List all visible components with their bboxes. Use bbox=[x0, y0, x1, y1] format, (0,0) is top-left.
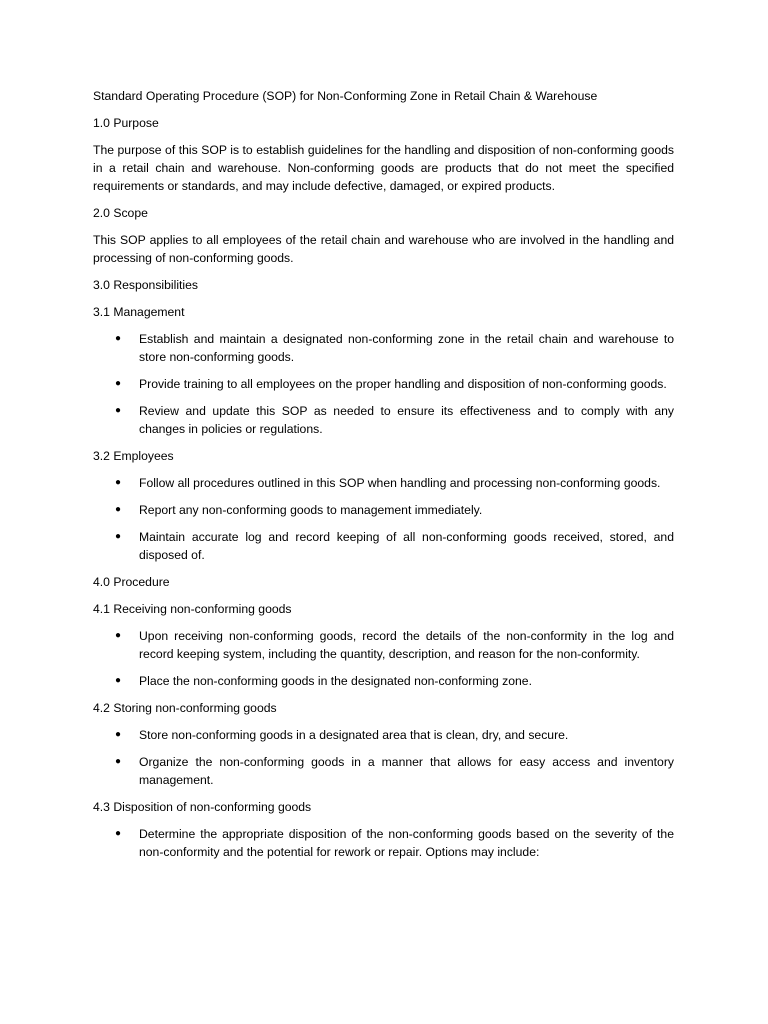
section-heading-purpose: 1.0 Purpose bbox=[93, 116, 159, 130]
bullet-icon: ● bbox=[115, 504, 122, 515]
bullet-icon: ● bbox=[115, 729, 122, 740]
bullet-icon: ● bbox=[115, 630, 122, 641]
disposition-list bbox=[93, 825, 674, 861]
section-heading-procedure: 4.0 Procedure bbox=[93, 575, 170, 589]
bullet-icon: ● bbox=[115, 405, 122, 416]
bullet-icon: ● bbox=[115, 477, 122, 488]
list-item-text: Report any non-conforming goods to management immediately. bbox=[139, 503, 483, 517]
list-item bbox=[93, 753, 674, 789]
document-title: Standard Operating Procedure (SOP) for Non-Conforming Zone in Retail Chain & Warehouse bbox=[93, 89, 598, 103]
list-item-text: Determine the appropriate disposition of the non-conforming goods based on the severity of the non-conformity and the potential for rework or repair. Options may include: bbox=[139, 827, 674, 859]
subsection-heading-receiving: 4.1 Receiving non-conforming goods bbox=[93, 602, 292, 616]
list-item-text: Organize the non-conforming goods in a manner that allows for easy access and inventory management. bbox=[139, 755, 674, 787]
employees-list bbox=[93, 474, 674, 564]
bullet-icon: ● bbox=[115, 333, 122, 344]
list-item-text: Store non-conforming goods in a designated area that is clean, dry, and secure. bbox=[139, 728, 569, 742]
section-heading-responsibilities: 3.0 Responsibilities bbox=[93, 278, 199, 292]
section-heading-scope: 2.0 Scope bbox=[93, 206, 148, 220]
list-item-text: Review and update this SOP as needed to ensure its effectiveness and to comply with any changes in policies or regulations. bbox=[139, 404, 674, 436]
bullet-icon: ● bbox=[115, 828, 122, 839]
bullet-icon: ● bbox=[115, 378, 122, 389]
purpose-paragraph: The purpose of this SOP is to establish guidelines for the handling and disposition of non-conforming goods in a retail chain and warehouse. Non-conforming goods are products that do not meet the specified requirements or standards, and may include defective, damaged, or expired products. bbox=[93, 143, 674, 193]
document-page bbox=[93, 87, 674, 870]
bullet-icon: ● bbox=[115, 531, 122, 542]
subsection-heading-storing: 4.2 Storing non-conforming goods bbox=[93, 701, 277, 715]
storing-list bbox=[93, 726, 674, 789]
list-item bbox=[93, 627, 674, 663]
bullet-icon: ● bbox=[115, 675, 122, 686]
scope-paragraph: This SOP applies to all employees of the retail chain and warehouse who are involved in the handling and processing of non-conforming goods. bbox=[93, 233, 674, 265]
list-item bbox=[93, 672, 674, 690]
list-item-text: Maintain accurate log and record keeping of all non-conforming goods received, stored, and disposed of. bbox=[139, 530, 674, 562]
list-item bbox=[93, 330, 674, 366]
list-item bbox=[93, 528, 674, 564]
subsection-heading-management: 3.1 Management bbox=[93, 305, 185, 319]
list-item bbox=[93, 825, 674, 861]
list-item-text: Place the non-conforming goods in the designated non-conforming zone. bbox=[139, 674, 532, 688]
list-item bbox=[93, 375, 674, 393]
list-item bbox=[93, 501, 674, 519]
subsection-heading-disposition: 4.3 Disposition of non-conforming goods bbox=[93, 800, 312, 814]
bullet-icon: ● bbox=[115, 756, 122, 767]
list-item bbox=[93, 726, 674, 744]
list-item-text: Provide training to all employees on the proper handling and disposition of non-conforming goods. bbox=[139, 377, 667, 391]
list-item bbox=[93, 402, 674, 438]
management-list bbox=[93, 330, 674, 438]
list-item-text: Upon receiving non-conforming goods, record the details of the non-conformity in the log and record keeping system, including the quantity, description, and reason for the non-conformity. bbox=[139, 629, 674, 661]
receiving-list bbox=[93, 627, 674, 690]
subsection-heading-employees: 3.2 Employees bbox=[93, 449, 174, 463]
list-item bbox=[93, 474, 674, 492]
list-item-text: Establish and maintain a designated non-conforming zone in the retail chain and warehouse to store non-conforming goods. bbox=[139, 332, 674, 364]
list-item-text: Follow all procedures outlined in this SOP when handling and processing non-conforming goods. bbox=[139, 476, 661, 490]
